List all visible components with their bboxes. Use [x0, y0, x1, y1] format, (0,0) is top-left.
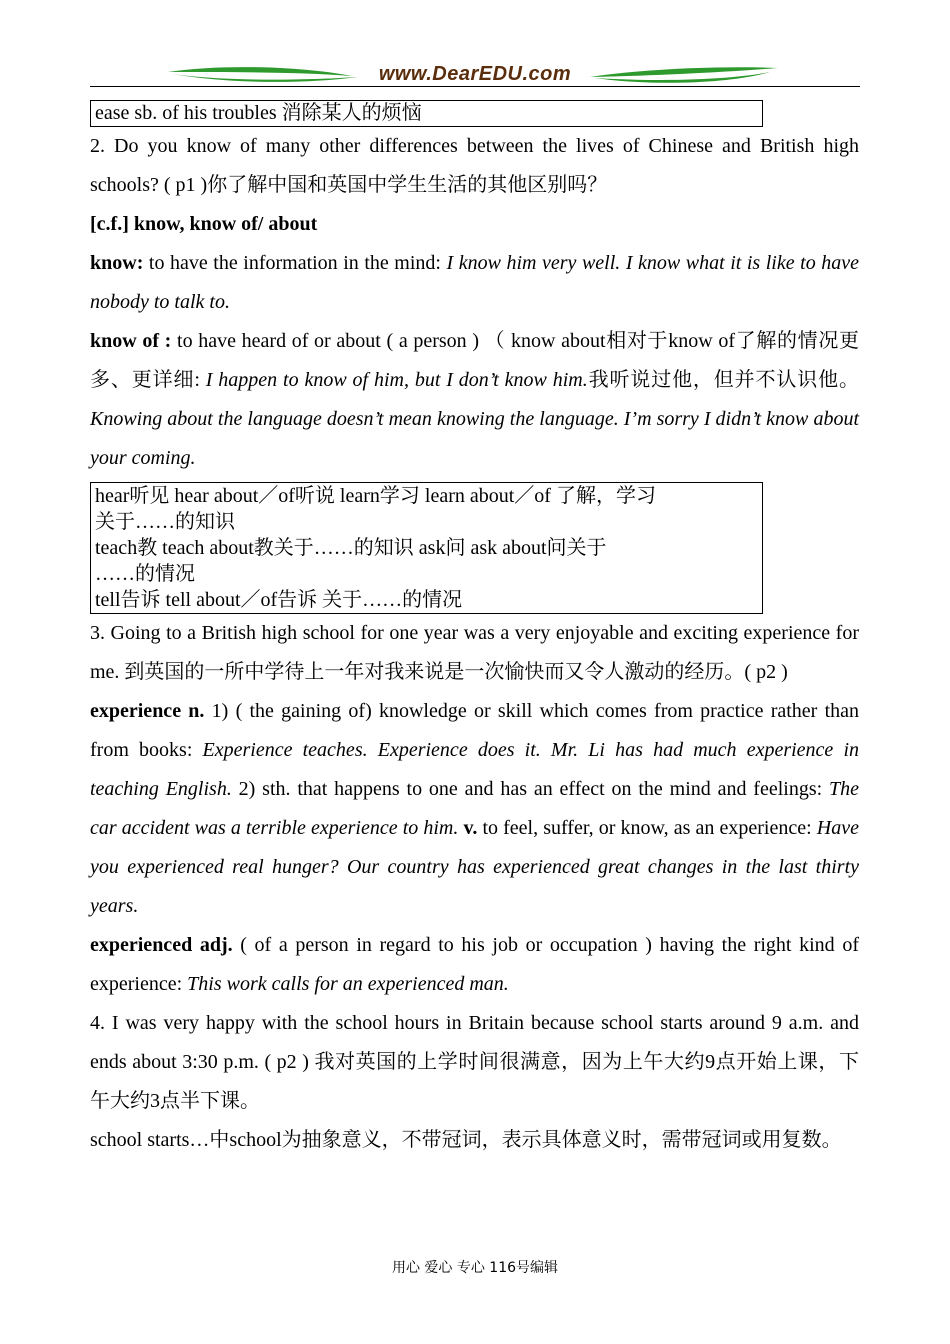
verb-box-line: 关于……的知识 [95, 511, 235, 533]
header-rule [90, 86, 860, 87]
verb-box-line: hear听见 hear about／of听说 learn学习 learn about／of 了解，学习 [95, 485, 656, 507]
know-of-definition [90, 322, 859, 478]
know-of-example-1: I happen to know of him, but I don’t know him. [205, 369, 588, 391]
document-body [90, 100, 859, 1160]
item-3-sentence: 3. Going to a British high school for one year was a very enjoyable and exciting experience for me. 到英国的一所中学待上一年对我来说是一次愉快而又令人激动的经历。( p2 ) [90, 622, 859, 683]
experience-term: experience n. [90, 700, 205, 722]
know-of-term: know of : [90, 330, 172, 352]
experienced-definition [90, 926, 859, 1004]
experience-definition [90, 692, 859, 926]
experience-def-2: 2) sth. that happens to one and has an effect on the mind and feelings: [231, 778, 830, 800]
verb-box-line: tell告诉 tell about／of告诉 关于……的情况 [95, 589, 463, 611]
verb-box-line: teach教 teach about教关于……的知识 ask问 ask about问关于 [95, 537, 607, 559]
know-of-example-2: Knowing about the language doesn’t mean knowing the language. I’m sorry I didn’t know about your coming. [90, 408, 859, 469]
know-of-chinese: 我听说过他，但并不认识他。 [587, 369, 859, 391]
experience-example-2: The car accident was a terrible experience to him. [90, 778, 860, 839]
know-term: know: [90, 252, 144, 274]
verb-box-line: ……的情况 [95, 563, 195, 585]
phrase-box: ease sb. of his troubles 消除某人的烦恼 [90, 100, 763, 127]
item-2-question: 2. Do you know of many other differences between the lives of Chinese and British high schools? ( p1 )你了解中国和英国中学生生活的其他区别吗？ [90, 135, 859, 196]
compare-heading: [c.f.] know, know of/ about [90, 213, 318, 235]
experienced-term: experienced adj. [90, 934, 233, 956]
experience-verb-def: to feel, suffer, or know, as an experience: [477, 817, 817, 839]
experience-verb-label: v. [458, 817, 478, 839]
experience-def-1: 1) ( the gaining of) knowledge or skill which comes from practice rather than from books: [90, 700, 860, 761]
page-footer: 用心 爱心 专心 116号编辑 [391, 1260, 559, 1276]
item-4-note: school starts…中school为抽象意义，不带冠词，表示具体意义时，需带冠词或用复数。 [90, 1129, 842, 1151]
item-4-sentence: 4. I was very happy with the school hours in Britain because school starts around 9 a.m. and ends about 3:30 p.m. ( p2 ) 我对英国的上学时间很满意，因为上午大约9点开始上课，下午大约3点半下课。 [90, 1012, 859, 1112]
know-of-def-text: to have heard of or about ( a person ) （ know about相对于know of了解的情况更多、更详细: [90, 330, 859, 391]
experienced-def: ( of a person in regard to his job or occupation ) having the right kind of experience: [90, 934, 859, 995]
page-header [90, 62, 860, 90]
experience-example-1: Experience teaches. Experience does it. Mr. Li has had much experience in teaching English. [90, 739, 860, 800]
know-def-text: to have the information in the mind: [143, 252, 447, 274]
know-example: I know him very well. I know what it is like to have nobody to talk to. [90, 252, 859, 313]
verb-pairs-box [90, 482, 763, 614]
experience-example-3: Have you experienced real hunger? Our country has experienced great changes in the last thirty years. [90, 817, 859, 917]
know-definition [90, 244, 859, 322]
experienced-example: This work calls for an experienced man. [187, 973, 509, 995]
site-logo-text: www.DearEDU.com [378, 63, 572, 85]
